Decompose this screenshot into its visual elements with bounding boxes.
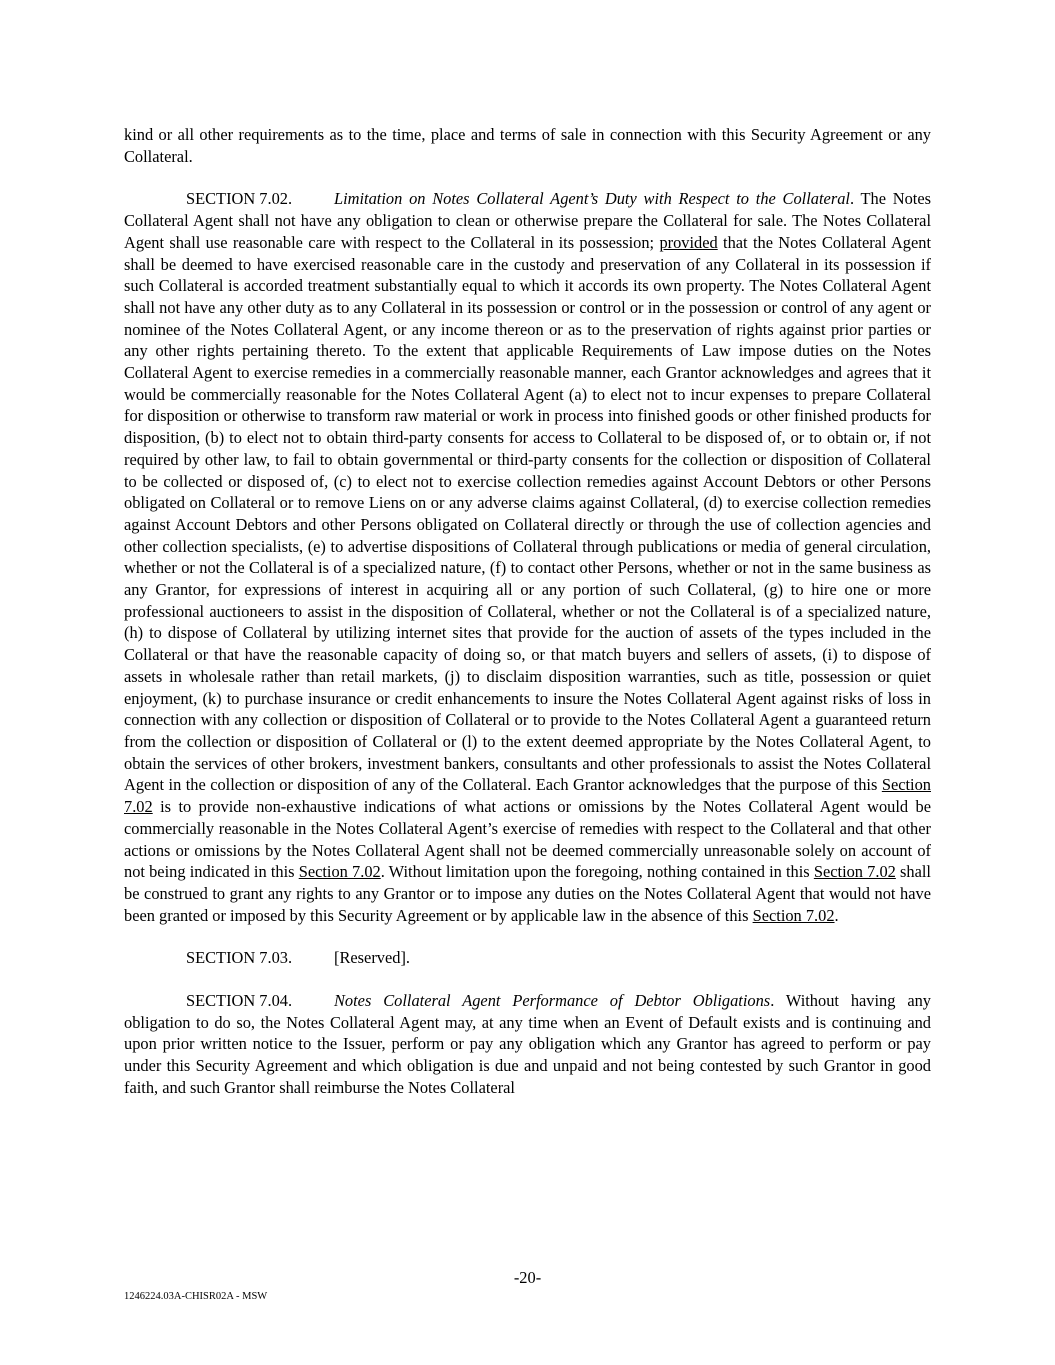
- opening-paragraph: kind or all other requirements as to the time, place and terms of sale in connection with this Security Agreement or any Collateral.: [124, 125, 931, 166]
- paragraph-gap: [124, 926, 931, 947]
- section-7-04-paragraph: [124, 990, 931, 1099]
- section-7-02-reference: Section 7.02: [813, 862, 896, 882]
- section-7-02-number: SECTION 7.02.: [186, 189, 293, 209]
- section-7-04-text: . Without having any obligation to do so, the Notes Collateral Agent may, at any time when an Event of Default exists and is continuing and upon prior written notice to the Issuer, perform or pay any obligation which any Grantor has agreed to perform or pay under this Security Agreement and which obligation is due and unpaid and not being contested by such Grantor in good faith, and such Grantor shall reimburse the Notes Collateral: [124, 991, 932, 1097]
- section-7-02-text-5: shall be construed to grant any rights to any Grantor or to impose any duties on the Notes Collateral Agent that would not have been granted or imposed by this Security Agreement or by applicable law in the absence of this: [124, 862, 931, 925]
- section-7-02-text-6: .: [834, 905, 839, 925]
- section-7-02-caption: Limitation on Notes Collateral Agent’s Duty with Respect to the Collateral: [334, 189, 850, 209]
- section-7-03-text: [Reserved].: [334, 948, 410, 968]
- section-7-03-number: SECTION 7.03.: [186, 948, 293, 968]
- section-7-02-paragraph: [124, 188, 931, 926]
- section-7-04-caption: Notes Collateral Agent Performance of Debtor Obligations: [334, 991, 771, 1011]
- section-7-02-text-3: is to provide non-exhaustive indications of what actions or omissions by the Notes Collateral Agent would be commercially reasonable in the Notes Collateral Agent’s exercise of remedies with respect to the Collateral and that other actions or omissions by the Notes Collateral Agent shall not be deemed commercially unreasonable solely on account of not being indicated in this: [124, 797, 931, 882]
- document-body: [124, 124, 931, 1099]
- section-7-02-reference: Section 7.02: [124, 775, 931, 817]
- provided-term: provided: [659, 232, 718, 252]
- page-number: -20-: [513, 1268, 542, 1287]
- paragraph-gap: [124, 969, 931, 990]
- section-7-02-text-1: . The Notes Collateral Agent shall not have any obligation to clean or otherwise prepare the Collateral for sale. The Notes Collateral Agent shall use reasonable care with respect to the Collateral in its possession;: [124, 189, 932, 252]
- section-7-02-reference: Section 7.02: [298, 862, 381, 882]
- section-7-04-number: SECTION 7.04.: [186, 991, 293, 1011]
- paragraph-gap: [124, 167, 931, 188]
- section-7-03-paragraph: [124, 947, 931, 969]
- section-7-02-text-2: that the Notes Collateral Agent shall be deemed to have exercised reasonable care in the custody and preservation of any Collateral in its possession if such Collateral is accorded treatment substantially equal to which it accords its own property. The Notes Collateral Agent shall not have any other duty as to any Collateral in its possession or control or in the possession or control of any agent or nominee of the Notes Collateral Agent, or any income thereon or as to the preservation of rights against prior parties or any other rights pertaining thereto. To the extent that applicable Requirements of Law impose duties on the Notes Collateral Agent to exercise remedies in a commercially reasonable manner, each Grantor acknowledges and agrees that it would be commercially reasonable for the Notes Collateral Agent (a) to elect not to incur expenses to prepare Collateral for disposition or otherwise to transform raw material or work in process into finished goods or other finished products for disposition, (b) to elect not to obtain third-party consents for access to Collateral to be disposed of, or to obtain or, if not required by other law, to fail to obtain governmental or third-party consents for the collection or disposition of Collateral to be collected or disposed of, (c) to elect not to exercise collection remedies against Account Debtors or other Persons obligated on Collateral or to remove Liens on or any adverse claims against Collateral, (d) to exercise collection remedies against Account Debtors and other Persons obligated on Collateral directly or through the use of collection agencies and other collection specialists, (e) to advertise dispositions of Collateral through publications or media of general circulation, whether or not the Collateral is of a specialized nature, (f) to contact other Persons, whether or not in the same business as any Grantor, for expressions of interest in acquiring all or any portion of such Collateral, (g) to hire one or more professional auctioneers to assist in the disposition of Collateral, whether or not the Collateral is of a specialized nature, (h) to dispose of Collateral by utilizing internet sites that provide for the auction of assets of the types included in the Collateral or that have the reasonable capacity of doing so, or that match buyers and sellers of assets, (i) to dispose of assets in wholesale rather than retail markets, (j) to disclaim disposition warranties, such as title, possession or quiet enjoyment, (k) to purchase insurance or credit enhancements to insure the Notes Collateral Agent against risks of loss in connection with any collection or disposition of Collateral or to provide to the Notes Collateral Agent a guaranteed return from the collection or disposition of Collateral or (l) to the extent deemed appropriate by the Notes Collateral Agent, to obtain the services of other brokers, investment bankers, consultants and other professionals to assist the Notes Collateral Agent in the collection or disposition of any of the Collateral. Each Grantor acknowledges that the purpose of this: [124, 232, 931, 795]
- section-7-02-text-4: . Without limitation upon the foregoing, nothing contained in this: [380, 862, 814, 882]
- document-id: 1246224.03A-CHISR02A - MSW: [124, 1291, 268, 1302]
- section-7-02-reference: Section 7.02: [752, 905, 835, 925]
